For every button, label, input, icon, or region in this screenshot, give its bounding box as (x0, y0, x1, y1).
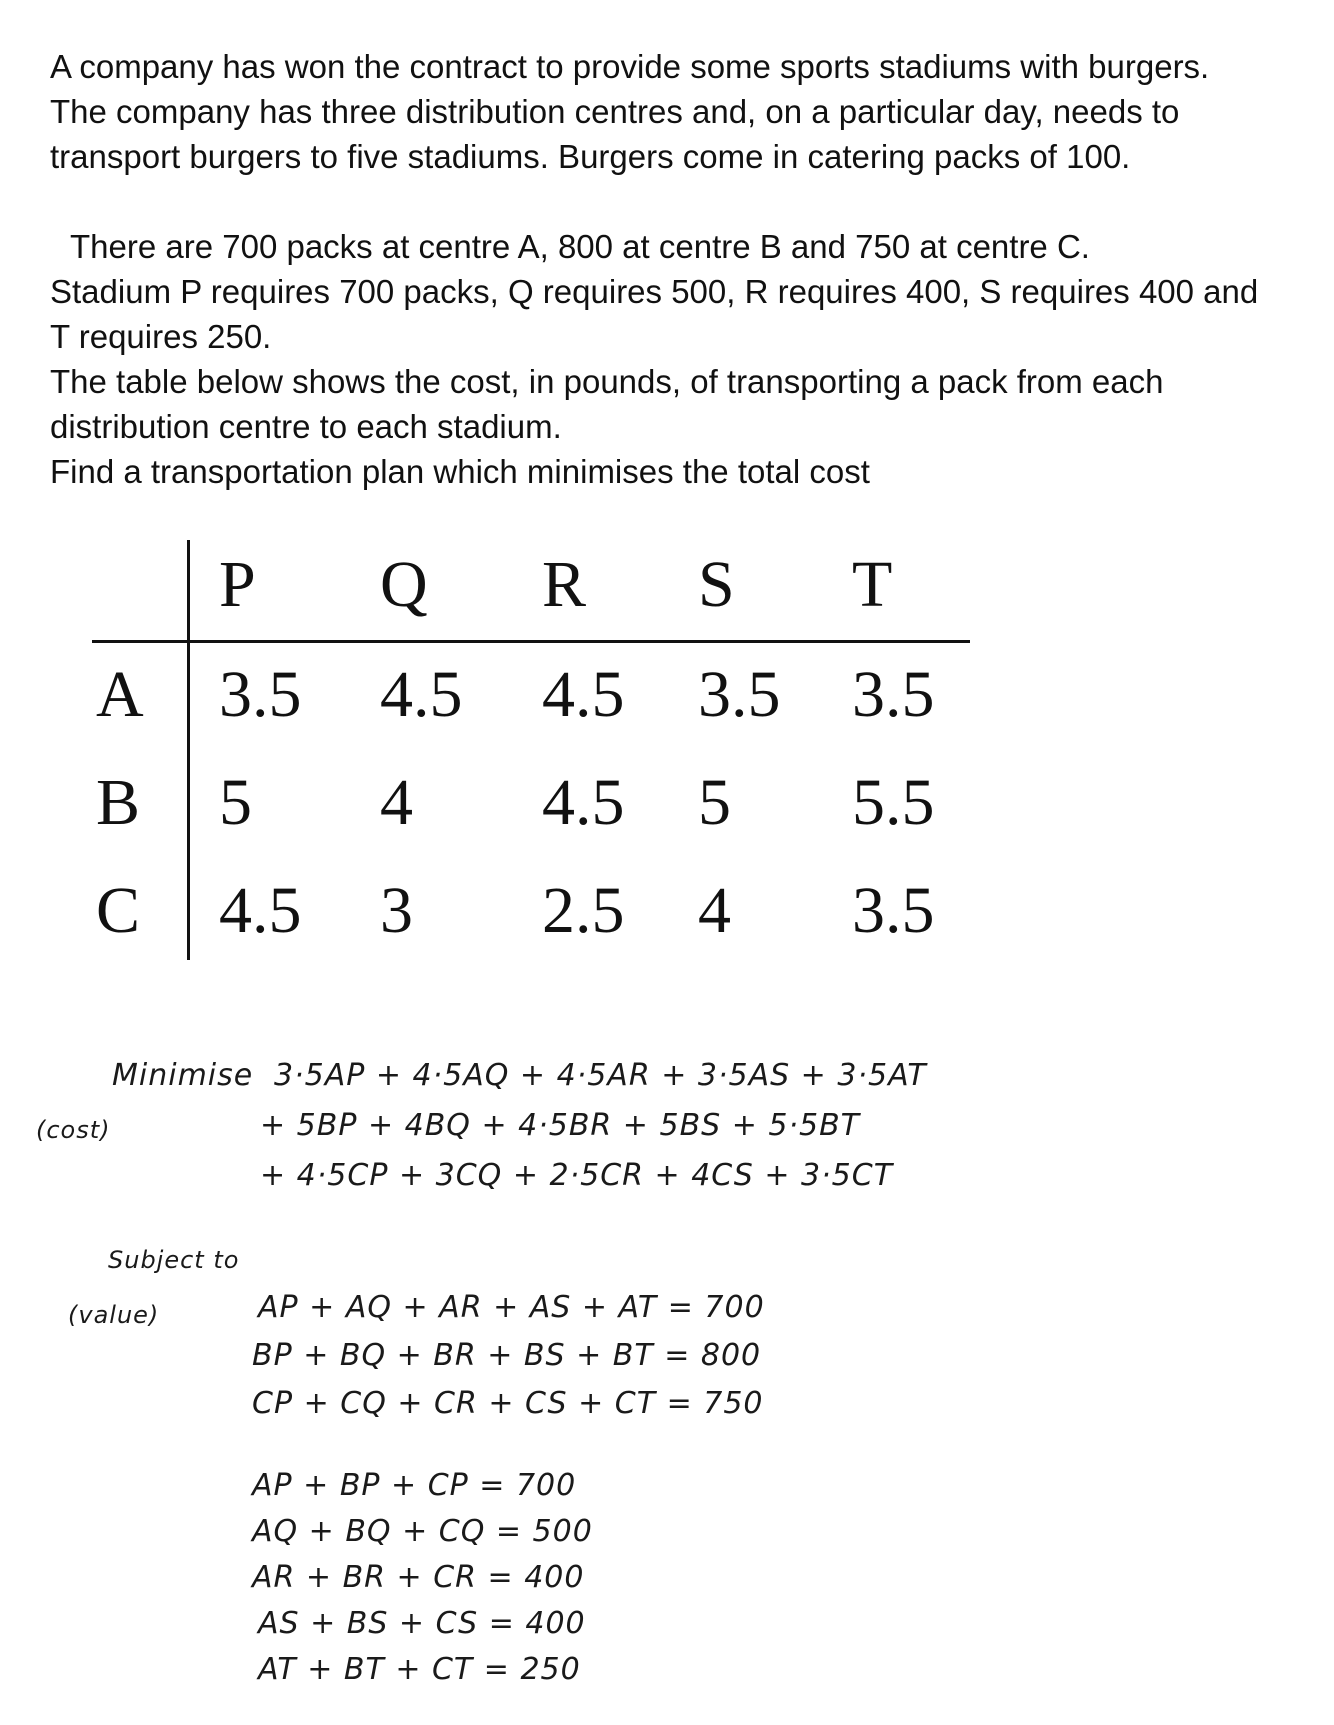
column-header-r: R (542, 548, 587, 621)
cost-cell: 5.5 (852, 766, 935, 839)
cost-note: (cost) (36, 1116, 111, 1144)
details-line: Stadium P requires 700 packs, Q requires 500, R requires 400, S requires 400 and (50, 273, 1259, 310)
cost-cell: 5 (219, 766, 252, 839)
row-label-a: A (96, 658, 144, 731)
supply-constraint: CP + CQ + CR + CS + CT = 750 (252, 1386, 764, 1421)
value-note: (value) (68, 1301, 160, 1329)
demand-constraint: AT + BT + CT = 250 (258, 1652, 581, 1687)
row-label-b: B (96, 766, 141, 839)
table-horizontal-rule (92, 640, 970, 643)
cost-cell: 4 (698, 874, 731, 947)
intro-line: The company has three distribution centres and, on a particular day, needs to (50, 93, 1180, 130)
cost-cell: 3.5 (219, 658, 302, 731)
cost-cell: 3.5 (852, 874, 935, 947)
details-line: The table below shows the cost, in pounds, of transporting a pack from each (50, 363, 1164, 400)
cost-cell: 2.5 (542, 874, 625, 947)
column-header-t: T (852, 548, 893, 621)
objective-line: + 4·5CP + 3CQ + 2·5CR + 4CS + 3·5CT (260, 1158, 894, 1193)
subject-to-label: Subject to (108, 1246, 240, 1274)
cost-cell: 3.5 (698, 658, 781, 731)
column-header-s: S (698, 548, 735, 621)
cost-cell: 3.5 (852, 658, 935, 731)
intro-line: A company has won the contract to provide some sports stadiums with burgers. (50, 48, 1210, 85)
cost-cell: 5 (698, 766, 731, 839)
supply-constraint: BP + BQ + BR + BS + BT = 800 (252, 1338, 762, 1373)
details-line: There are 700 packs at centre A, 800 at centre B and 750 at centre C. (70, 228, 1090, 265)
cost-cell: 4.5 (219, 874, 302, 947)
cost-cell: 4.5 (380, 658, 463, 731)
details-line: distribution centre to each stadium. (50, 408, 562, 445)
supply-constraint: AP + AQ + AR + AS + AT = 700 (258, 1290, 765, 1325)
cost-cell: 4.5 (542, 658, 625, 731)
cost-cell: 4 (380, 766, 413, 839)
demand-constraint: AR + BR + CR = 400 (252, 1560, 585, 1595)
cost-cell: 4.5 (542, 766, 625, 839)
cost-cell: 3 (380, 874, 413, 947)
column-header-q: Q (380, 548, 428, 621)
cost-table (92, 540, 972, 970)
objective-line: + 5BP + 4BQ + 4·5BR + 5BS + 5·5BT (260, 1108, 861, 1143)
details-line: Find a transportation plan which minimises the total cost (50, 453, 870, 490)
details-paragraph (50, 224, 1300, 494)
demand-constraint: AQ + BQ + CQ = 500 (252, 1514, 593, 1549)
demand-constraint: AP + BP + CP = 700 (252, 1468, 577, 1503)
objective-line: 3·5AP + 4·5AQ + 4·5AR + 3·5AS + 3·5AT (274, 1058, 927, 1093)
table-vertical-rule (187, 540, 190, 960)
column-header-p: P (219, 548, 256, 621)
intro-paragraph (50, 44, 1300, 179)
row-label-c: C (96, 874, 141, 947)
demand-constraint: AS + BS + CS = 400 (258, 1606, 586, 1641)
intro-line: transport burgers to five stadiums. Burgers come in catering packs of 100. (50, 138, 1131, 175)
minimise-label: Minimise (112, 1058, 254, 1093)
details-line: T requires 250. (50, 318, 272, 355)
